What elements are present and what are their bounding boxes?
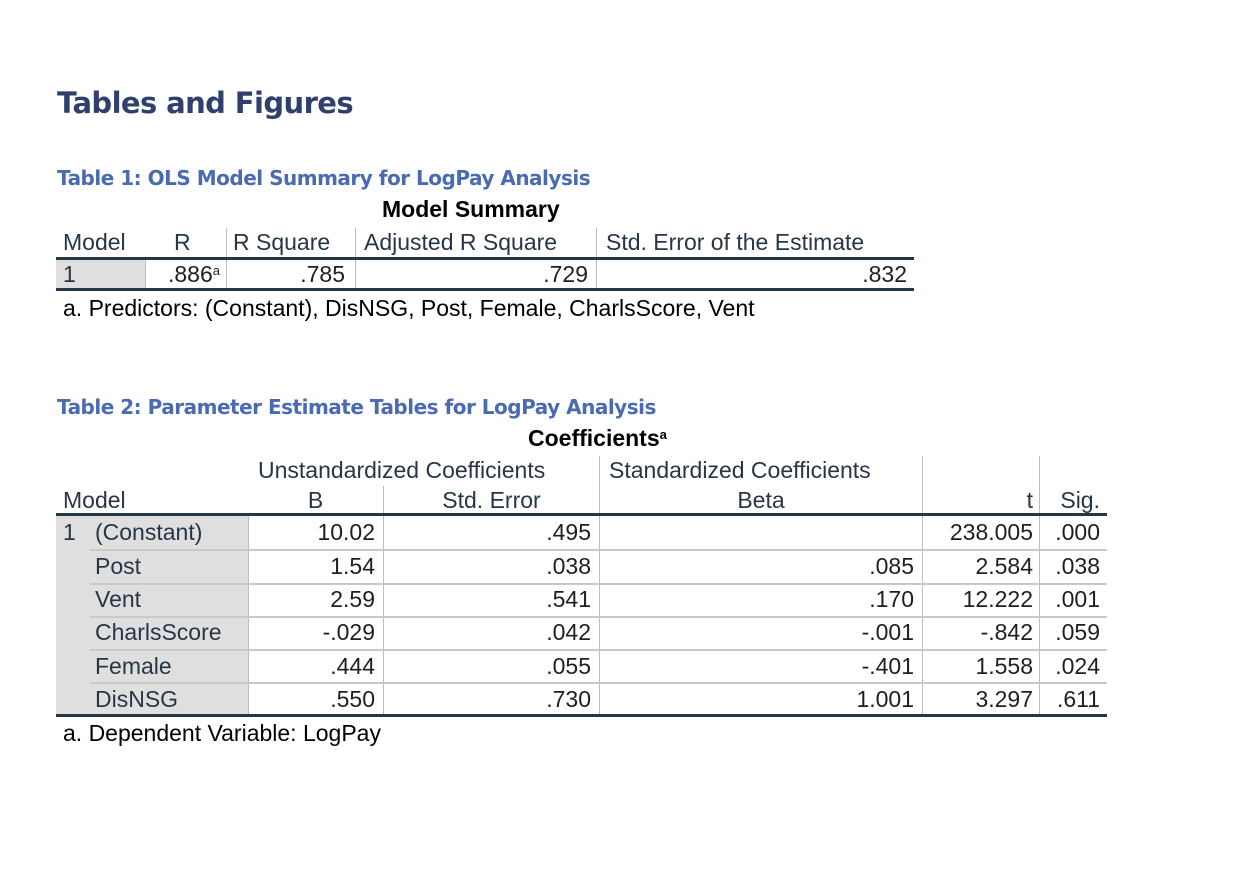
t1-header-divider (355, 228, 356, 258)
t2-col-t: t (1026, 487, 1033, 513)
t2-b-value: 1.54 (330, 553, 375, 579)
t2-row-label: Post (95, 553, 142, 579)
t2-title-footnote-mark: a (659, 427, 667, 442)
t2-group-unstandardized: Unstandardized Coefficients (258, 457, 546, 483)
t2-t-value: 3.297 (975, 686, 1033, 712)
t1-std-error-value: .832 (862, 261, 907, 287)
t2-row-label: (Constant) (95, 519, 203, 545)
t2-se-value: .042 (546, 619, 591, 645)
t2-row-label: Female (95, 653, 172, 679)
t1-col-std-error: Std. Error of the Estimate (606, 229, 865, 255)
t2-se-value: .541 (546, 586, 591, 612)
page-heading: Tables and Figures (57, 86, 353, 120)
t2-col-beta: Beta (737, 487, 785, 513)
t2-row-separator (90, 682, 1107, 684)
t2-sig-value: .000 (1055, 519, 1100, 545)
t2-label-bg (56, 549, 90, 715)
table2-caption: Table 2: Parameter Estimate Tables for LogPay Analysis (57, 395, 656, 419)
t2-row-label: CharlsScore (95, 619, 222, 645)
t2-se-value: .055 (546, 653, 591, 679)
t1-header-divider (596, 228, 597, 258)
t2-sig-value: .024 (1055, 653, 1100, 679)
t2-b-value: .550 (330, 686, 375, 712)
t2-b-value: .444 (330, 653, 375, 679)
t1-r-square-value: .785 (300, 261, 345, 287)
t1-r-number: .886 (168, 261, 213, 287)
t2-sig-value: .001 (1055, 586, 1100, 612)
t1-bottom-rule (56, 288, 914, 291)
t2-row-separator (90, 549, 1107, 551)
t2-col-sig: Sig. (1060, 487, 1100, 513)
t2-b-value: 10.02 (317, 519, 375, 545)
t2-col-model: Model (63, 487, 126, 513)
t2-col-std-error: Std. Error (442, 487, 541, 513)
t2-group-standardized: Standardized Coefficients (609, 457, 871, 483)
t2-se-value: .730 (546, 686, 591, 712)
t2-b-value: 2.59 (330, 586, 375, 612)
t2-t-value: 12.222 (962, 586, 1033, 612)
t1-header-divider (226, 228, 227, 258)
t2-beta-value: .170 (869, 586, 914, 612)
t2-col-b: B (307, 487, 324, 513)
t2-sig-value: .059 (1055, 619, 1100, 645)
t2-sig-value: .038 (1055, 553, 1100, 579)
table1-title: Model Summary (382, 196, 560, 222)
t2-beta-value: -.401 (861, 653, 914, 679)
t2-model-number: 1 (63, 519, 76, 545)
t1-col-r-square: R Square (233, 229, 331, 255)
t2-se-value: .038 (546, 553, 591, 579)
t2-t-value: -.842 (980, 619, 1033, 645)
t2-beta-value: .085 (869, 553, 914, 579)
t2-se-value: .495 (546, 519, 591, 545)
t1-col-adj-r-square: Adjusted R Square (364, 229, 558, 255)
t1-r-footnote-mark: a (212, 263, 220, 278)
t1-col-model: Model (63, 229, 126, 255)
t1-r-value (146, 260, 220, 288)
t2-row-label: DisNSG (95, 686, 179, 712)
t2-footnote: a. Dependent Variable: LogPay (63, 720, 381, 746)
t2-beta-value: 1.001 (856, 686, 914, 712)
t2-t-value: 238.005 (949, 519, 1033, 545)
t2-sig-value: .611 (1056, 686, 1100, 712)
table2-title (528, 425, 667, 452)
t2-beta-value: -.001 (861, 619, 914, 645)
t1-model-number: 1 (63, 261, 76, 287)
t1-footnote: a. Predictors: (Constant), DisNSG, Post, Female, CharlsScore, Vent (63, 295, 755, 321)
t2-t-value: 2.584 (975, 553, 1033, 579)
t1-adj-r-square-value: .729 (543, 261, 588, 287)
t2-title-text: Coefficients (528, 425, 660, 451)
t2-row-label: Vent (95, 586, 142, 612)
t2-bottom-rule (56, 714, 1107, 717)
t2-row-separator (90, 649, 1107, 651)
t1-col-r: R (174, 229, 191, 255)
table1-caption: Table 1: OLS Model Summary for LogPay Analysis (57, 166, 591, 190)
t2-b-value: -.029 (322, 619, 375, 645)
t2-t-value: 1.558 (975, 653, 1033, 679)
